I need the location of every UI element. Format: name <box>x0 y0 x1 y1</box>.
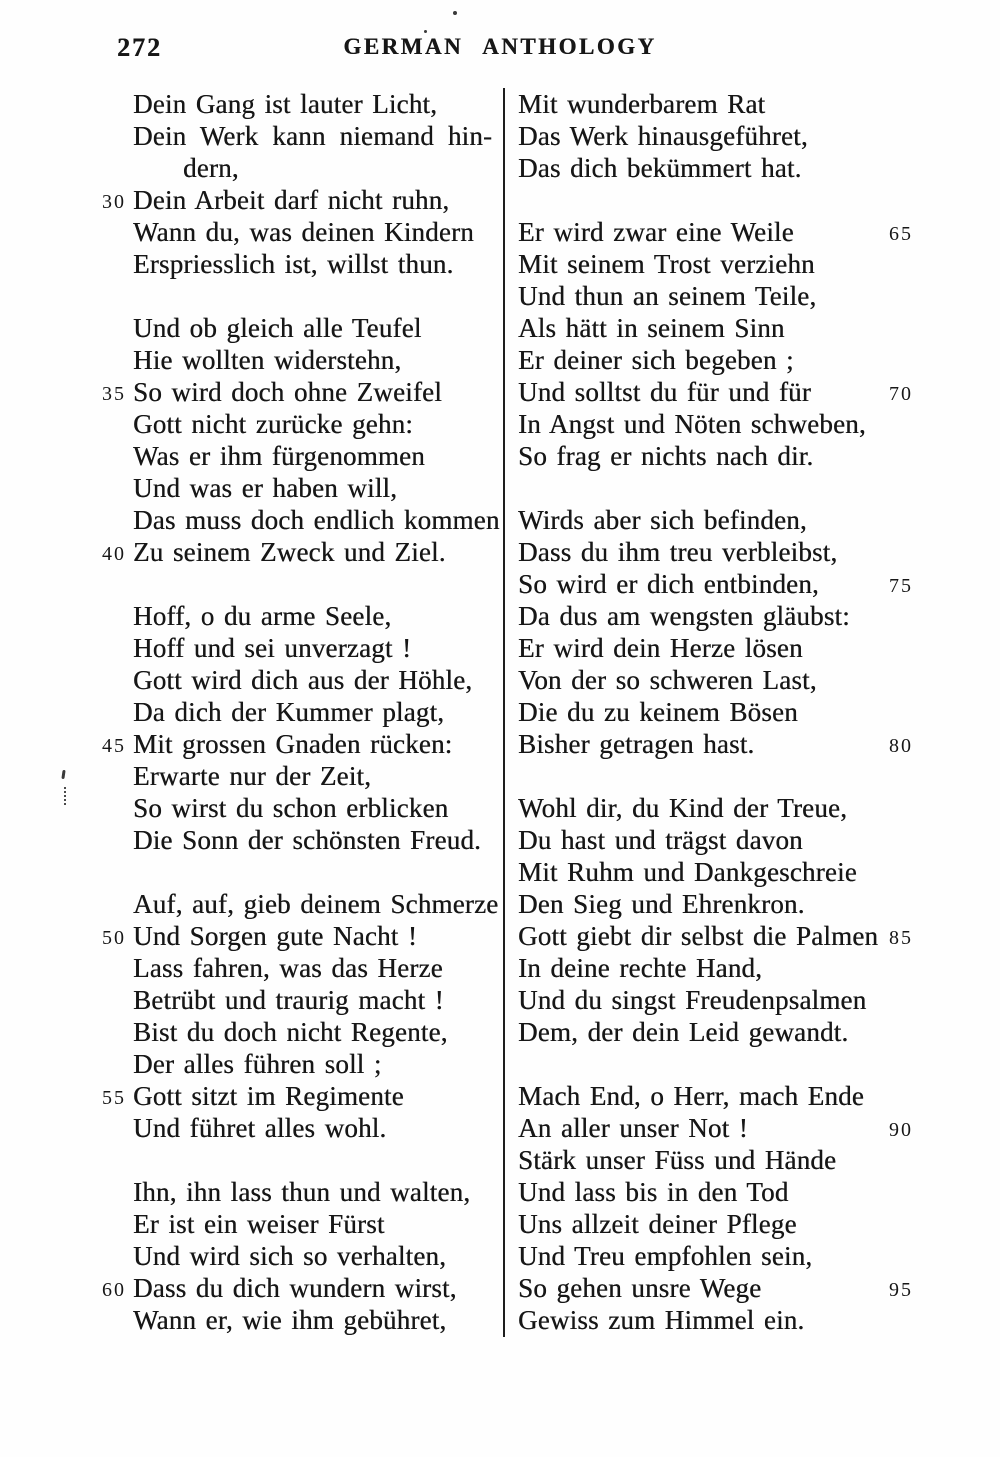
poem-line <box>133 248 505 280</box>
stanza <box>518 88 900 184</box>
poem-line <box>518 216 913 248</box>
poem-line <box>102 1272 505 1304</box>
line-number: 65 <box>889 223 913 245</box>
poem-line-text: Wohl dir, du Kind der Treue, <box>518 793 848 823</box>
poem-line <box>102 920 505 952</box>
poem-line <box>133 216 505 248</box>
poem-line-text: Bisher getragen hast. <box>518 729 755 759</box>
scan-speck <box>64 787 66 805</box>
poem-line <box>133 1176 505 1208</box>
poem-line <box>102 728 505 760</box>
poem-line <box>518 664 900 696</box>
poem-line-text: Dass du ihm treu verbleibst, <box>518 537 838 567</box>
poem-line <box>518 536 900 568</box>
poem-line <box>518 376 913 408</box>
line-number: 35 <box>102 383 126 405</box>
poem-line <box>133 152 505 184</box>
stanza <box>102 312 505 568</box>
poem-line-text: In Angst und Nöten schweben, <box>518 409 866 439</box>
poem-line-text: Mit grossen Gnaden rücken: <box>133 729 453 759</box>
poem-line <box>133 888 505 920</box>
stanza <box>518 504 913 760</box>
poem-line <box>518 504 900 536</box>
poem-line-text: Dein Werk kann niemand hin- <box>133 121 493 151</box>
poem-line <box>518 280 900 312</box>
poem-line-text: Zu seinem Zweck und Ziel. <box>133 537 446 567</box>
poem-line <box>518 1016 900 1048</box>
scan-speck <box>424 30 427 33</box>
poem-line <box>133 1112 505 1144</box>
poem-line-text: Er wird dein Herze lösen <box>518 633 803 663</box>
poem-line-text: Die du zu keinem Bösen <box>518 697 798 727</box>
poem-line-text: Wann du, was deinen Kindern <box>133 217 474 247</box>
poem-line <box>133 696 505 728</box>
stanza <box>518 216 913 472</box>
line-number: 60 <box>102 1279 126 1301</box>
poem-line <box>518 856 900 888</box>
poem-line <box>133 952 505 984</box>
poem-line <box>518 792 900 824</box>
poem-line <box>518 120 900 152</box>
line-number: 85 <box>889 927 913 949</box>
poem-line <box>518 632 900 664</box>
poem-line-text: Da dus am wengsten gläubst: <box>518 601 850 631</box>
poem-line <box>133 792 505 824</box>
poem-line <box>102 184 505 216</box>
poem-line-text: Der alles führen soll ; <box>133 1049 382 1079</box>
poem-line <box>518 984 900 1016</box>
poem-line <box>518 344 900 376</box>
poem-line <box>518 568 913 600</box>
poem-line <box>518 1272 913 1304</box>
poem-line <box>102 536 505 568</box>
poem-line-text: Gewiss zum Himmel ein. <box>518 1305 805 1335</box>
poem-line <box>518 728 913 760</box>
poem-line-text: dern, <box>183 153 239 183</box>
poem-line-text: Lass fahren, was das Herze <box>133 953 443 983</box>
poem-line <box>518 312 900 344</box>
poem-line-text: Mit Ruhm und Dankgeschreie <box>518 857 857 887</box>
poem-line-text: Wann er, wie ihm gebühret, <box>133 1305 447 1335</box>
poem-line <box>518 952 900 984</box>
line-number: 30 <box>102 191 126 213</box>
poem-line <box>133 504 505 536</box>
poem-line-text: So wird er dich entbinden, <box>518 569 819 599</box>
poem-line-text: So wird doch ohne Zweifel <box>133 377 442 407</box>
poem-line-text: Und führet alles wohl. <box>133 1113 387 1143</box>
poem-line <box>102 376 505 408</box>
poem-line <box>133 1304 505 1336</box>
line-number: 45 <box>102 735 126 757</box>
poem-line <box>133 760 505 792</box>
poem-line-text: Ihn, ihn lass thun und walten, <box>133 1177 471 1207</box>
poem-line-text: In deine rechte Hand, <box>518 953 763 983</box>
poem-line-text: Auf, auf, gieb deinem Schmerze <box>133 889 499 919</box>
poem-line-text: Er deiner sich begeben ; <box>518 345 794 375</box>
poem-line <box>518 1080 900 1112</box>
poem-line-text: So frag er nichts nach dir. <box>518 441 814 471</box>
poem-line <box>133 1016 505 1048</box>
stanza <box>518 1080 913 1336</box>
poem-line <box>518 1144 900 1176</box>
poem-line-text: Das muss doch endlich kommen <box>133 505 500 535</box>
poem-line-text: An aller unser Not ! <box>518 1113 748 1143</box>
poem-line <box>518 920 913 952</box>
poem-line-text: Mach End, o Herr, mach Ende <box>518 1081 864 1111</box>
poem-line-text: Bist du doch nicht Regente, <box>133 1017 448 1047</box>
scan-speck <box>453 11 457 15</box>
poem-line-text: Erspriesslich ist, willst thun. <box>133 249 454 279</box>
poem-line-text: Und solltst du für und für <box>518 377 811 407</box>
poem-line <box>518 1112 913 1144</box>
poem-line <box>133 120 505 152</box>
stanza <box>518 792 913 1048</box>
poem-line <box>133 824 505 856</box>
poem-line <box>518 600 900 632</box>
poem-line-text: Und wird sich so verhalten, <box>133 1241 447 1271</box>
poem-line-text: Betrübt und traurig macht ! <box>133 985 444 1015</box>
poem-line <box>518 696 900 728</box>
poem-line-text: Gott wird dich aus der Höhle, <box>133 665 473 695</box>
poem-line-text: Da dich der Kummer plagt, <box>133 697 445 727</box>
poem-line <box>133 1240 505 1272</box>
poem-line-text: Wirds aber sich befinden, <box>518 505 807 535</box>
stanza <box>102 888 505 1144</box>
poem-column-right <box>518 88 913 1368</box>
poem-line-text: Und ob gleich alle Teufel <box>133 313 422 343</box>
poem-line-text: Erwarte nur der Zeit, <box>133 761 372 791</box>
poem-line <box>133 312 505 344</box>
stanza <box>102 88 505 280</box>
page-number: 272 <box>117 33 162 62</box>
poem-line-text: Hie wollten widerstehn, <box>133 345 402 375</box>
poem-line-text: Und lass bis in den Tod <box>518 1177 789 1207</box>
poem-line <box>518 248 900 280</box>
poem-line <box>518 1304 900 1336</box>
poem-line <box>518 824 900 856</box>
poem-line <box>133 664 505 696</box>
poem-line-text: Und Sorgen gute Nacht ! <box>133 921 418 951</box>
poem-line-text: Mit seinem Trost verziehn <box>518 249 815 279</box>
poem-line-text: Und was er haben will, <box>133 473 398 503</box>
poem-line-text: Das dich bekümmert hat. <box>518 153 802 183</box>
poem-line-text: Hoff und sei unverzagt ! <box>133 633 412 663</box>
poem-line-text: Und Treu empfohlen sein, <box>518 1241 813 1271</box>
line-number: 95 <box>889 1279 913 1301</box>
poem-line-text: Er wird zwar eine Weile <box>518 217 794 247</box>
poem-line <box>518 152 900 184</box>
poem-line-text: Uns allzeit deiner Pflege <box>518 1209 797 1239</box>
poem-line <box>102 1080 505 1112</box>
poem-line-text: Dem, der dein Leid gewandt. <box>518 1017 849 1047</box>
poem-line-text: Mit wunderbarem Rat <box>518 89 766 119</box>
poem-line <box>133 984 505 1016</box>
poem-line <box>518 1208 900 1240</box>
stanza <box>102 600 505 856</box>
poem-line-text: Als hätt in seinem Sinn <box>518 313 785 343</box>
poem-line <box>133 1208 505 1240</box>
poem-line <box>133 1048 505 1080</box>
poem-line-text: Dein Gang ist lauter Licht, <box>133 89 438 119</box>
stanza <box>102 1176 505 1336</box>
poem-line-text: Von der so schweren Last, <box>518 665 817 695</box>
poem-line-text: Und du singst Freudenpsalmen <box>518 985 867 1015</box>
poem-line <box>133 472 505 504</box>
poem-line-text: Hoff, o du arme Seele, <box>133 601 392 631</box>
line-number: 50 <box>102 927 126 949</box>
line-number: 80 <box>889 735 913 757</box>
poem-line <box>518 888 900 920</box>
poem-line <box>133 632 505 664</box>
poem-line-text: Er ist ein weiser Fürst <box>133 1209 385 1239</box>
scan-speck <box>61 770 65 779</box>
poem-line-text: Du hast und trägst davon <box>518 825 803 855</box>
poem-line <box>133 88 505 120</box>
poem-line-text: Das Werk hinausgeführet, <box>518 121 808 151</box>
line-number: 55 <box>102 1087 126 1109</box>
line-number: 40 <box>102 543 126 565</box>
line-number: 75 <box>889 575 913 597</box>
poem-line <box>518 408 900 440</box>
poem-column-left <box>102 88 505 1368</box>
poem-line <box>518 1176 900 1208</box>
poem-line-text: Stärk unser Füss und Hände <box>518 1145 837 1175</box>
poem-line-text: So wirst du schon erblicken <box>133 793 449 823</box>
poem-line <box>518 440 900 472</box>
poem-line <box>133 440 505 472</box>
poem-line-text: Die Sonn der schönsten Freud. <box>133 825 482 855</box>
line-number: 70 <box>889 383 913 405</box>
poem-line <box>133 600 505 632</box>
poem-line <box>518 1240 900 1272</box>
poem-line <box>518 88 900 120</box>
poem-line-text: Dein Arbeit darf nicht ruhn, <box>133 185 450 215</box>
poem-line-text: Gott giebt dir selbst die Palmen <box>518 921 879 951</box>
poem-line-text: Den Sieg und Ehrenkron. <box>518 889 805 919</box>
poem-line-text: Dass du dich wundern wirst, <box>133 1273 457 1303</box>
poem-line <box>133 344 505 376</box>
poem-line-text: Gott sitzt im Regimente <box>133 1081 404 1111</box>
poem-line-text: Was er ihm fürgenommen <box>133 441 425 471</box>
running-title: GERMAN ANTHOLOGY <box>343 34 657 59</box>
poem-line-text: Und thun an seinem Teile, <box>518 281 817 311</box>
poem-line-text: Gott nicht zurücke gehn: <box>133 409 413 439</box>
poem-line-text: So gehen unsre Wege <box>518 1273 762 1303</box>
poem-line <box>133 408 505 440</box>
line-number: 90 <box>889 1119 913 1141</box>
